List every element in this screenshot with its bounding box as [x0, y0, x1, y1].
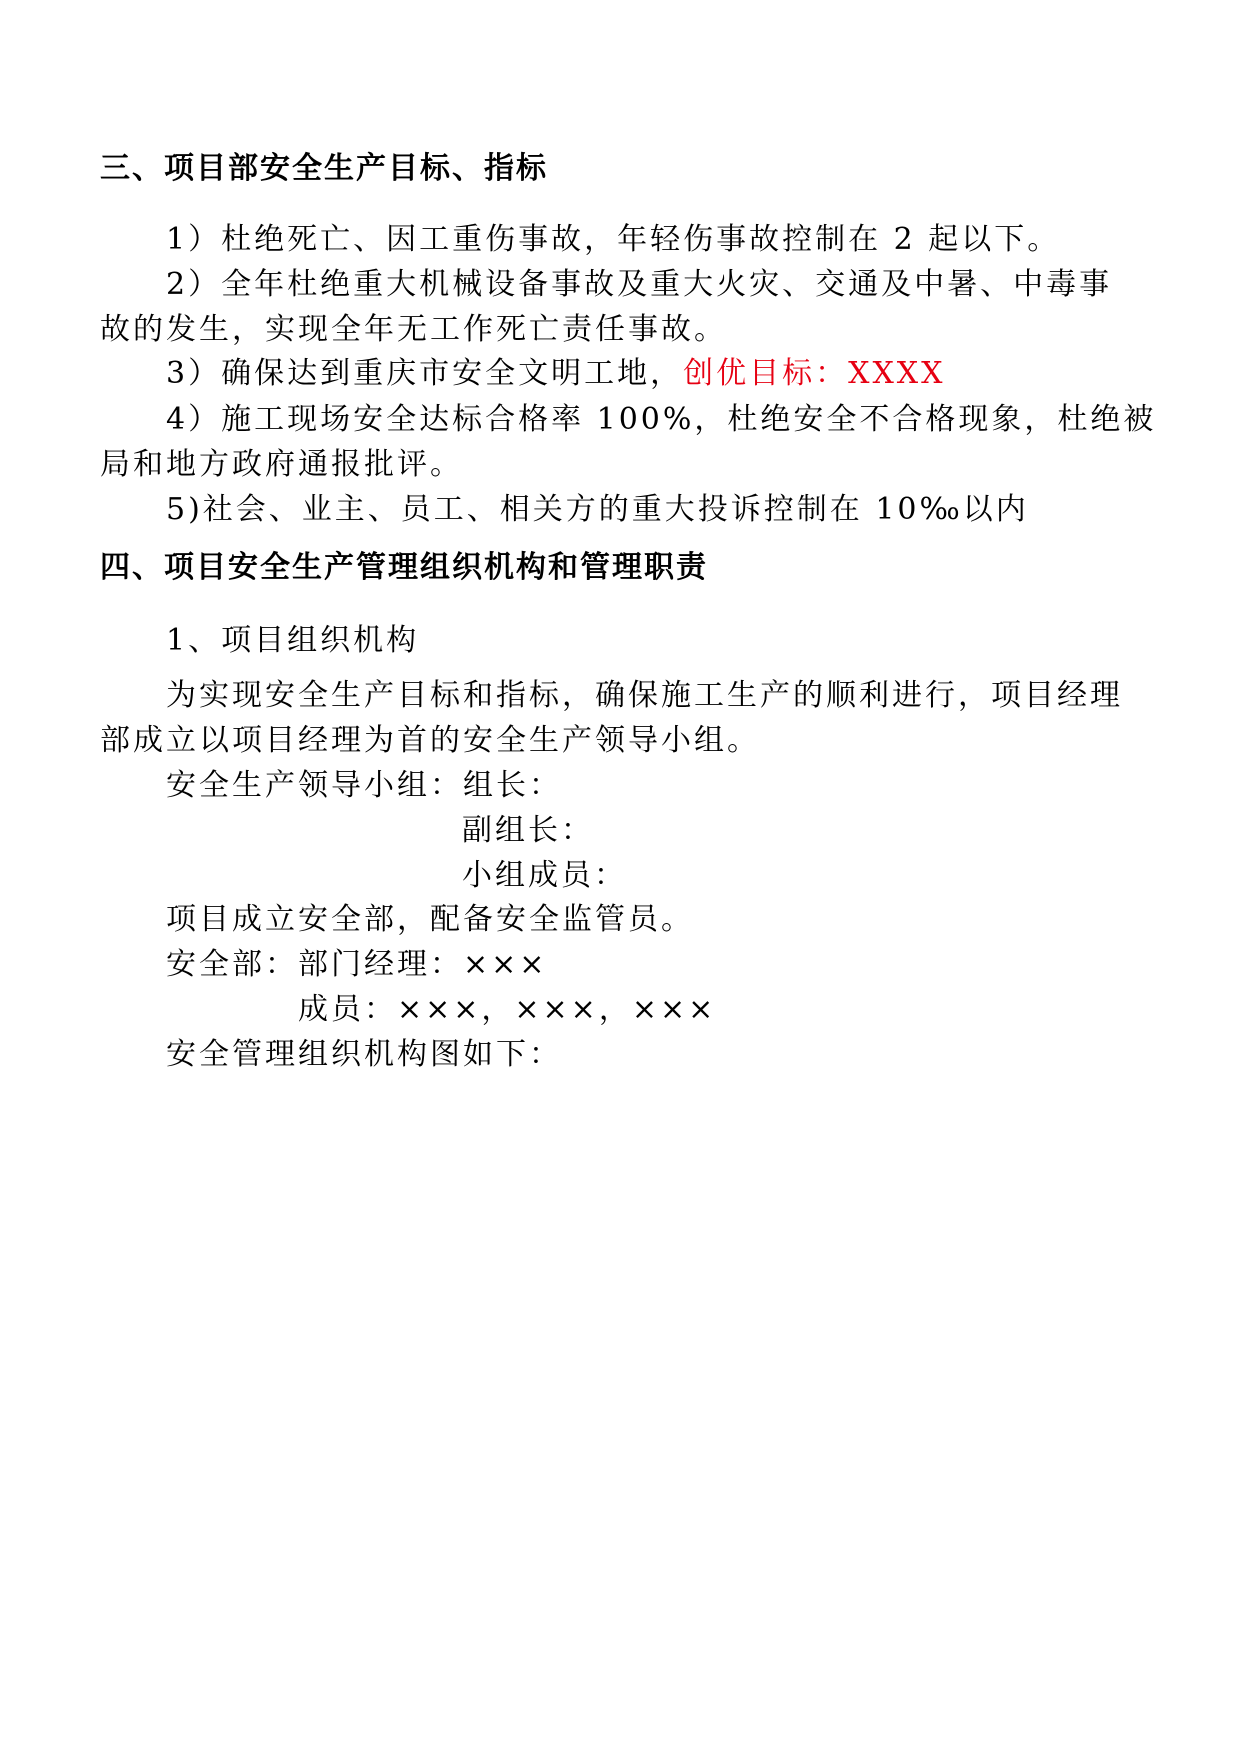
leadership-group-deputy: 副组长：: [462, 813, 594, 848]
leadership-group-leader: 安全生产领导小组：组长：: [166, 768, 562, 803]
org-paragraph-line-2: 部成立以项目经理为首的安全生产领导小组。: [100, 723, 760, 758]
leadership-group-members: 小组成员：: [462, 858, 627, 893]
org-paragraph-line-1: 为实现安全生产目标和指标，确保施工生产的顺利进行，项目经理: [166, 678, 1123, 713]
goal-item-3: [166, 348, 946, 392]
safety-department-manager: 安全部：部门经理：×××: [166, 947, 548, 982]
goal-item-4-line-1: 4）施工现场安全达标合格率 100%，杜绝安全不合格现象，杜绝被: [166, 402, 1157, 437]
goal-item-4-line-2: 局和地方政府通报批评。: [100, 447, 463, 482]
org-chart-intro: 安全管理组织机构图如下：: [166, 1037, 562, 1072]
goal-item-3-text: 3）确保达到重庆市安全文明工地，: [166, 356, 684, 391]
goal-item-2-line-1: 2）全年杜绝重大机械设备事故及重大火灾、交通及中暑、中毒事: [166, 267, 1113, 302]
goal-item-1: 1）杜绝死亡、因工重伤事故，年轻伤事故控制在 2 起以下。: [166, 222, 1061, 257]
section-3-heading: 三、项目部安全生产目标、指标: [100, 151, 548, 186]
goal-item-2-line-2: 故的发生，实现全年无工作死亡责任事故。: [100, 312, 727, 347]
subsection-1-title: 1、项目组织机构: [166, 623, 420, 658]
goal-item-5: 5)社会、业主、员工、相关方的重大投诉控制在 10‰以内: [166, 492, 1029, 527]
safety-department-line: 项目成立安全部，配备安全监管员。: [166, 902, 694, 937]
safety-department-members: 成员：×××，×××，×××: [298, 992, 717, 1027]
goal-item-3-highlight: 创优目标：XXXX: [683, 356, 946, 391]
section-4-heading: 四、项目安全生产管理组织机构和管理职责: [100, 550, 708, 585]
